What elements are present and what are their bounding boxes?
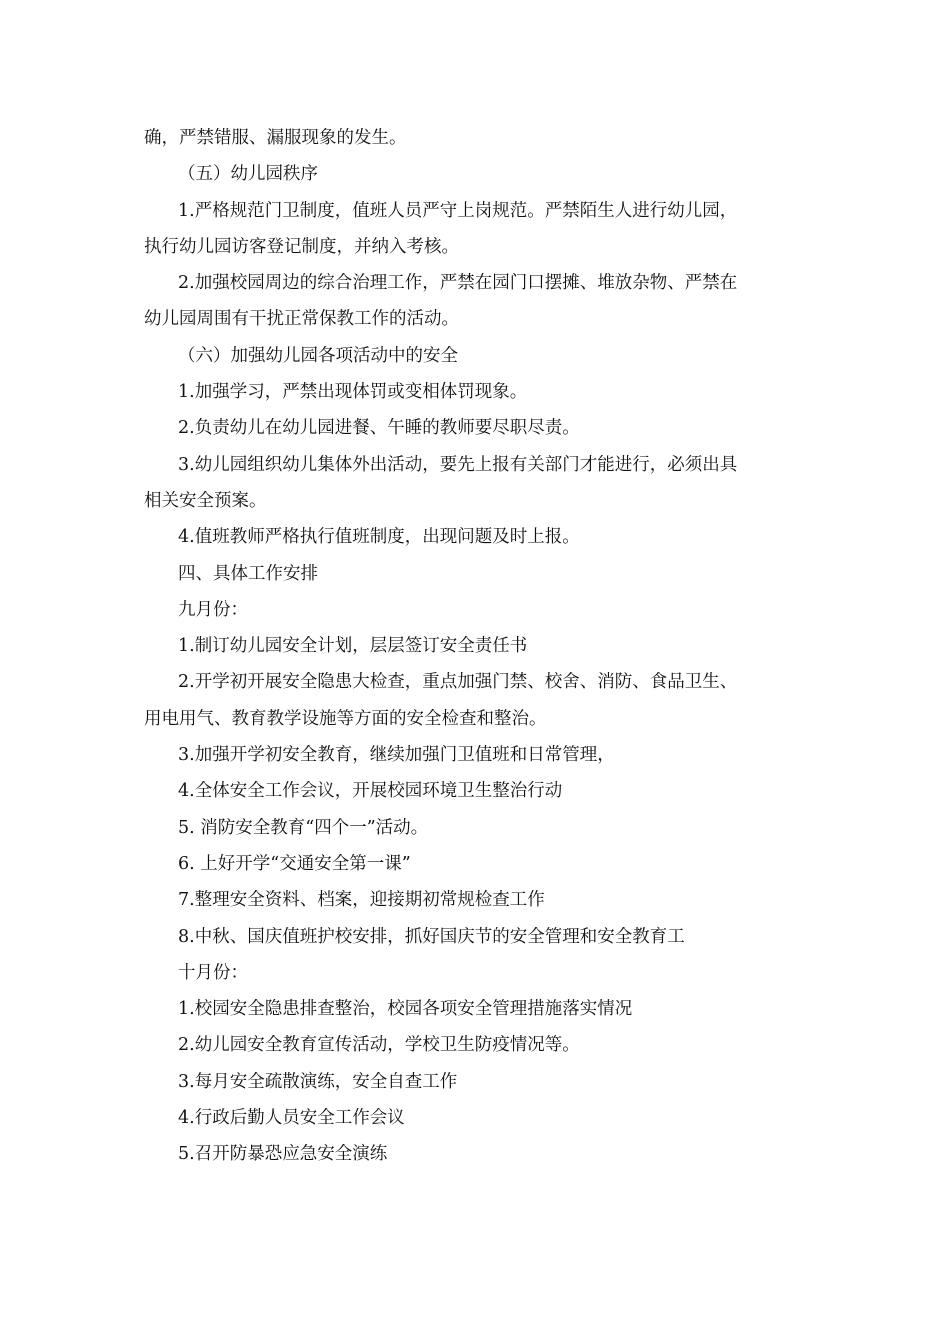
text-line: 3.幼儿园组织幼儿集体外出活动，要先上报有关部门才能进行，必须出具	[178, 454, 738, 475]
text-line: （五）幼儿园秩序	[178, 164, 318, 185]
text-line: 1.制订幼儿园安全计划，层层签订安全责任书	[178, 636, 528, 657]
text-line: 十月份：	[178, 962, 248, 983]
text-line: 1.加强学习，严禁出现体罚或变相体罚现象。	[178, 382, 528, 403]
text-line: 6. 上好开学“交通安全第一课”	[178, 853, 411, 874]
text-line: 5. 消防安全教育“四个一”活动。	[178, 817, 429, 838]
text-line: （六）加强幼儿园各项活动中的安全	[178, 345, 458, 366]
text-line: 执行幼儿园访客登记制度，并纳入考核。	[144, 236, 459, 257]
text-line: 4.全体安全工作会议，开展校园环境卫生整治行动	[178, 781, 563, 802]
text-line: 用电用气、教育教学设施等方面的安全检查和整治。	[144, 708, 547, 729]
text-line: 2.开学初开展安全隐患大检查，重点加强门禁、校舍、消防、食品卫生、	[178, 672, 738, 693]
text-line: 2.幼儿园安全教育宣传活动，学校卫生防疫情况等。	[178, 1035, 580, 1056]
document-body	[144, 120, 812, 1173]
text-line: 7.整理安全资料、档案，迎接期初常规检查工作	[178, 890, 545, 911]
text-line: 幼儿园周围有干扰正常保教工作的活动。	[144, 309, 459, 330]
text-line: 1.校园安全隐患排查整治，校园各项安全管理措施落实情况	[178, 999, 633, 1020]
text-line: 5.召开防暴恐应急安全演练	[178, 1144, 388, 1165]
text-line: 4.值班教师严格执行值班制度，出现问题及时上报。	[178, 527, 580, 548]
text-line: 2.加强校园周边的综合治理工作，严禁在园门口摆摊、堆放杂物、严禁在	[178, 273, 738, 294]
text-line: 相关安全预案。	[144, 490, 267, 511]
text-line: 4.行政后勤人员安全工作会议	[178, 1108, 405, 1129]
text-line: 四、具体工作安排	[178, 563, 318, 584]
text-line: 3.每月安全疏散演练，安全自查工作	[178, 1071, 458, 1092]
text-line: 2.负责幼儿在幼儿园进餐、午睡的教师要尽职尽责。	[178, 418, 580, 439]
text-line: 九月份：	[178, 599, 248, 620]
text-line: 3.加强开学初安全教育，继续加强门卫值班和日常管理，	[178, 745, 615, 766]
text-line: 8.中秋、国庆值班护校安排，抓好国庆节的安全管理和安全教育工	[178, 926, 685, 947]
text-line: 1.严格规范门卫制度，值班人员严守上岗规范。严禁陌生人进行幼儿园，	[178, 200, 738, 221]
text-line: 确，严禁错服、漏服现象的发生。	[144, 128, 407, 148]
